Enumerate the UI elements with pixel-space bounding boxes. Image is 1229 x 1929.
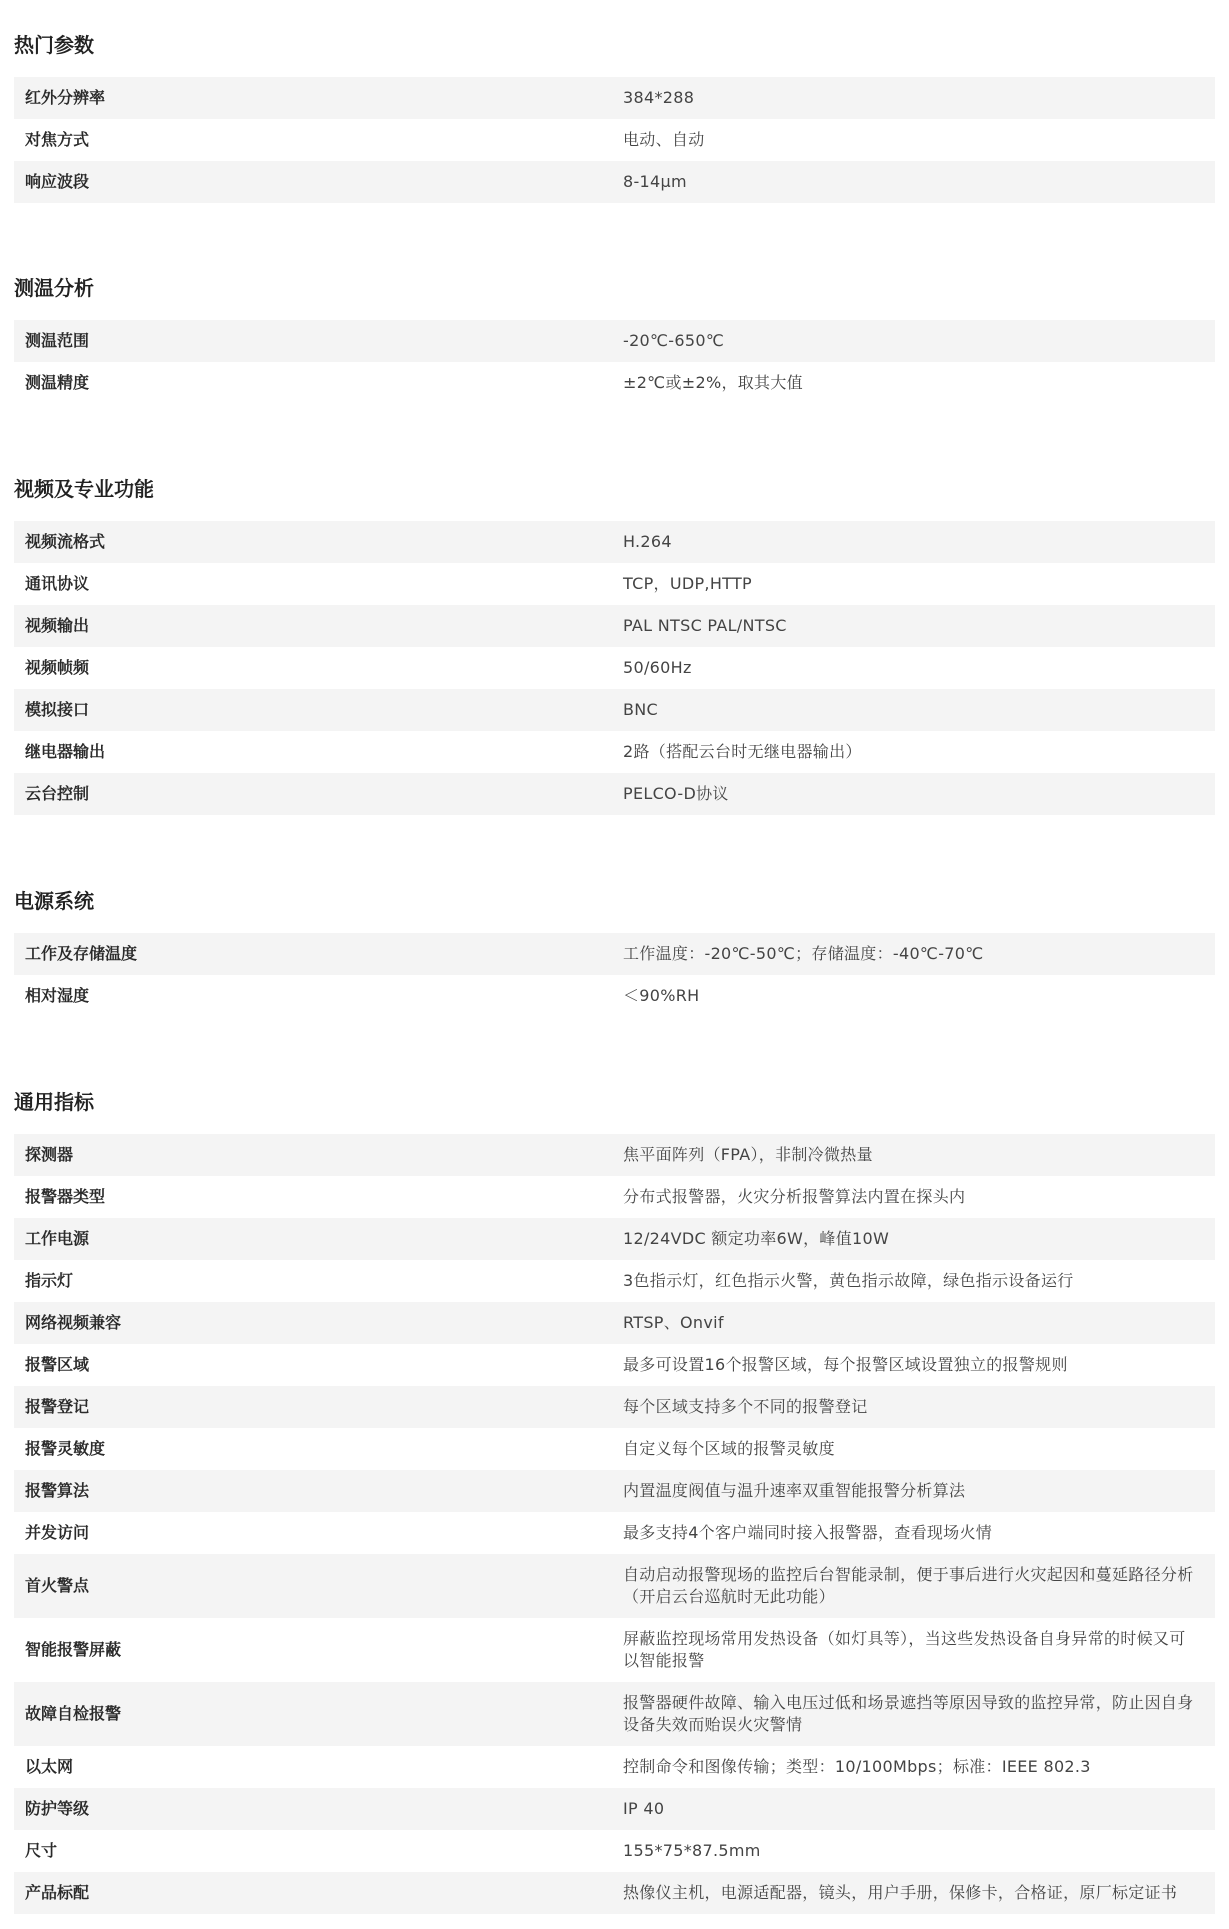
spec-value: 2路（搭配云台时无继电器输出） [623, 742, 862, 761]
table-row [14, 689, 1215, 731]
spec-value: 自定义每个区域的报警灵敏度 [623, 1439, 835, 1458]
spec-table [14, 521, 1215, 815]
spec-value: 工作温度：-20℃-50℃；存储温度：-40℃-70℃ [623, 944, 984, 963]
spec-key: 智能报警屏蔽 [25, 1640, 122, 1659]
spec-value: 155*75*87.5mm [623, 1841, 761, 1860]
spec-table [14, 77, 1215, 203]
section-title: 通用指标 [14, 1090, 94, 1114]
spec-key: 首火警点 [25, 1576, 90, 1595]
spec-value: H.264 [623, 532, 672, 551]
spec-value: PAL NTSC PAL/NTSC [623, 616, 787, 635]
table-row [14, 362, 1215, 404]
table-row [14, 1344, 1215, 1386]
spec-key: 探测器 [25, 1145, 74, 1164]
table-row [14, 1260, 1215, 1302]
spec-value: ±2℃或±2%，取其大值 [623, 373, 803, 392]
spec-key: 响应波段 [25, 172, 90, 191]
spec-key: 故障自检报警 [25, 1704, 122, 1723]
spec-key: 报警登记 [25, 1397, 90, 1416]
spec-value: PELCO-D协议 [623, 784, 729, 803]
spec-key: 报警器类型 [25, 1187, 106, 1206]
spec-key: 报警区域 [25, 1355, 90, 1374]
table-row [14, 605, 1215, 647]
spec-value: 屏蔽监控现场常用发热设备（如灯具等），当这些发热设备自身异常的时候又可以智能报警 [623, 1629, 1186, 1670]
table-row [14, 1512, 1215, 1554]
table-row [14, 933, 1215, 975]
table-row [14, 1428, 1215, 1470]
spec-key: 红外分辨率 [25, 88, 106, 107]
spec-table [14, 933, 1215, 1017]
table-row [14, 1176, 1215, 1218]
spec-key: 视频流格式 [25, 532, 106, 551]
spec-table [14, 320, 1215, 404]
spec-key: 通讯协议 [25, 574, 90, 593]
section-hot-params [14, 13, 1215, 203]
spec-value: 8-14μm [623, 172, 687, 191]
table-row [14, 1872, 1215, 1914]
table-row [14, 1386, 1215, 1428]
table-row [14, 1618, 1215, 1682]
spec-value: 报警器硬件故障、输入电压过低和场景遮挡等原因导致的监控异常，防止因自身设备失效而贻误火灾警情 [623, 1693, 1194, 1734]
spec-value: 384*288 [623, 88, 695, 107]
spec-value: 分布式报警器，火灾分析报警算法内置在探头内 [623, 1187, 966, 1206]
spec-key: 防护等级 [25, 1799, 90, 1818]
spec-key: 视频帧频 [25, 658, 90, 677]
table-row [14, 119, 1215, 161]
table-row [14, 1302, 1215, 1344]
table-row [14, 77, 1215, 119]
spec-key: 相对湿度 [25, 986, 90, 1005]
spec-value: 热像仪主机，电源适配器，镜头，用户手册，保修卡，合格证，原厂标定证书 [623, 1883, 1178, 1902]
section-video [14, 457, 1215, 815]
spec-value: 12/24VDC 额定功率6W，峰值10W [623, 1229, 890, 1248]
spec-key: 报警算法 [25, 1481, 90, 1500]
table-row [14, 521, 1215, 563]
section-title: 电源系统 [14, 889, 94, 913]
table-row [14, 731, 1215, 773]
spec-key: 云台控制 [25, 784, 90, 803]
spec-value: 焦平面阵列（FPA），非制冷微热量 [623, 1145, 873, 1164]
spec-value: 3色指示灯，红色指示火警，黄色指示故障，绿色指示设备运行 [623, 1271, 1074, 1290]
section-general [14, 1070, 1215, 1914]
section-title: 视频及专业功能 [14, 477, 154, 501]
section-title: 测温分析 [14, 276, 94, 300]
spec-key: 并发访问 [25, 1523, 90, 1542]
spec-value: TCP，UDP,HTTP [623, 574, 752, 593]
spec-key: 测温范围 [25, 331, 90, 350]
spec-key: 网络视频兼容 [25, 1313, 122, 1332]
table-row [14, 1788, 1215, 1830]
spec-key: 产品标配 [25, 1883, 90, 1902]
spec-value: IP 40 [623, 1799, 665, 1818]
spec-value: 内置温度阀值与温升速率双重智能报警分析算法 [623, 1481, 966, 1500]
table-row [14, 647, 1215, 689]
spec-key: 模拟接口 [25, 700, 90, 719]
section-title: 热门参数 [14, 33, 94, 57]
table-row [14, 975, 1215, 1017]
table-row [14, 1470, 1215, 1512]
table-row [14, 1218, 1215, 1260]
spec-key: 继电器输出 [25, 742, 106, 761]
spec-key: 报警灵敏度 [25, 1439, 106, 1458]
table-row [14, 1746, 1215, 1788]
table-row [14, 1134, 1215, 1176]
section-power [14, 869, 1215, 1017]
spec-value: 自动启动报警现场的监控后台智能录制，便于事后进行火灾起因和蔓延路径分析（开启云台巡航时无此功能） [623, 1565, 1194, 1606]
spec-key: 工作及存储温度 [25, 944, 138, 963]
spec-value: -20℃-650℃ [623, 331, 725, 350]
spec-key: 测温精度 [25, 373, 90, 392]
spec-value: ＜90%RH [623, 986, 700, 1005]
spec-key: 指示灯 [25, 1271, 74, 1290]
section-temperature [14, 256, 1215, 404]
spec-table [14, 1134, 1215, 1914]
spec-value: RTSP、Onvif [623, 1313, 724, 1332]
spec-value: 每个区域支持多个不同的报警登记 [623, 1397, 868, 1416]
table-row [14, 320, 1215, 362]
spec-value: 最多可设置16个报警区域，每个报警区域设置独立的报警规则 [623, 1355, 1068, 1374]
spec-key: 以太网 [25, 1757, 74, 1776]
spec-value: 控制命令和图像传输；类型：10/100Mbps；标准：IEEE 802.3 [623, 1757, 1091, 1776]
table-row [14, 1682, 1215, 1746]
spec-key: 工作电源 [25, 1229, 90, 1248]
spec-value: 50/60Hz [623, 658, 692, 677]
spec-key: 视频输出 [25, 616, 90, 635]
spec-key: 尺寸 [25, 1841, 58, 1860]
table-row [14, 161, 1215, 203]
table-row [14, 1554, 1215, 1618]
spec-value: 电动、自动 [623, 130, 705, 149]
spec-key: 对焦方式 [25, 130, 90, 149]
spec-value: 最多支持4个客户端同时接入报警器，查看现场火情 [623, 1523, 993, 1542]
spec-value: BNC [623, 700, 659, 719]
table-row [14, 563, 1215, 605]
table-row [14, 1830, 1215, 1872]
table-row [14, 773, 1215, 815]
